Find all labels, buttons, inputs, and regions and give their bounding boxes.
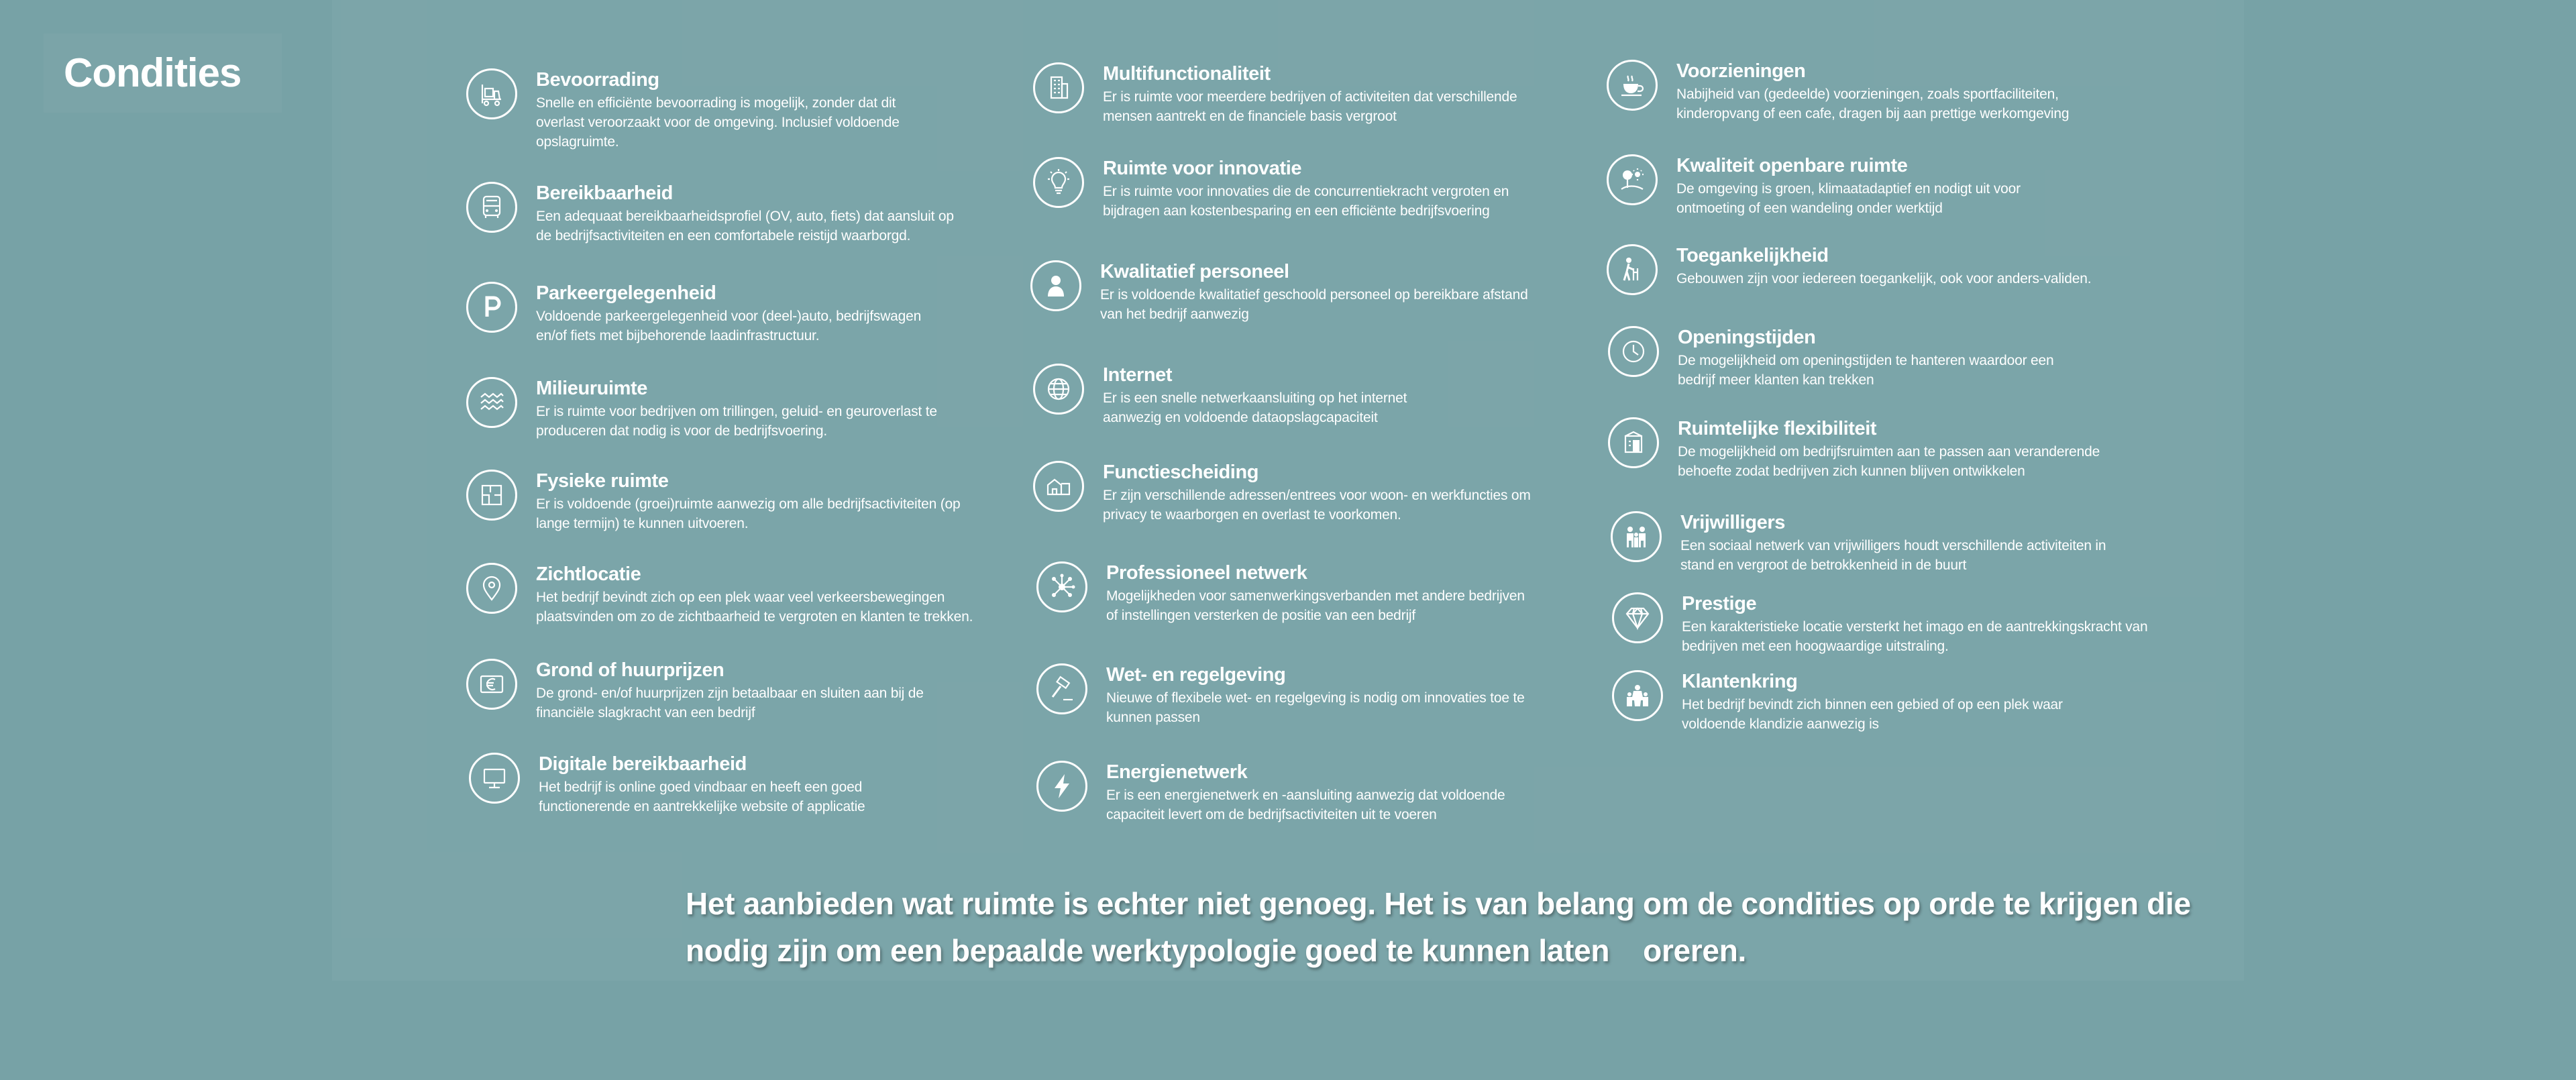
item-desc: Het bedrijf is online goed vindbaar en heeft een goed functionerende en aantrekkelijke website of applicatie [539,779,865,814]
item-title: Ruimte voor innovatie [1103,158,1302,179]
diamond-icon [1612,592,1663,643]
page-title: Condities [64,50,241,95]
item-title: Bereikbaarheid [536,182,673,204]
monitor-icon [469,753,520,804]
item-title: Vrijwilligers [1680,512,1785,533]
forklift-icon [466,68,517,119]
item-desc: Een adequaat bereikbaarheidsprofiel (OV, auto, fiets) dat aansluit op de bedrijfsactiviteiten en een comfortabele reistijd waarborgd. [536,209,954,244]
item-desc: Een karakteristieke locatie versterkt het imago en de aantrekkingskracht van bedrijven met een hoogwaardige uitstraling. [1682,619,2148,654]
person-icon [1030,260,1081,311]
parking-icon [466,282,517,333]
lightbulb-icon [1033,157,1084,208]
item-title: Klantenkring [1682,671,1798,692]
flexible-space-icon [1608,417,1659,468]
item-title: Grond of huurprijzen [536,659,724,681]
item-desc: Er is ruimte voor bedrijven om trillingen, geluid- en geuroverlast te produceren dat nodig is voor de bedrijfsvoering. [536,404,937,439]
item-desc: Er is een snelle netwerkaansluiting op het internet aanwezig en voldoende dataopslagcapaciteit [1103,390,1407,425]
item-desc: Er is voldoende (groei)ruimte aanwezig om alle bedrijfsactiviteiten (op lange termijn) te kunnen uitvoeren. [536,496,961,531]
item-title: Toegankelijkheid [1676,245,1829,266]
group-icon [1612,670,1663,721]
item-desc: De grond- en/of huurprijzen zijn betaalbaar en sluiten aan bij de financiële slagkracht van een bedrijf [536,686,924,720]
item-title: Openingstijden [1678,327,1816,348]
clock-icon [1608,326,1659,377]
coffee-cup-icon [1607,60,1658,111]
item-title: Kwaliteit openbare ruimte [1676,155,1908,176]
euro-icon [466,659,517,710]
item-desc: Gebouwen zijn voor iedereen toegankelijk, ook voor anders-validen. [1676,271,2092,286]
item-title: Functiescheiding [1103,462,1259,483]
item-title: Wet- en regelgeving [1106,664,1286,686]
item-desc: Het bedrijf bevindt zich op een plek waar veel verkeersbewegingen plaatsvinden om zo de zichtbaarheid te vergroten en klanten te trekken. [536,590,973,625]
item-title: Energienetwerk [1106,761,1248,783]
item-title: Digitale bereikbaarheid [539,753,747,775]
item-title: Kwalitatief personeel [1100,261,1289,282]
item-desc: Er is ruimte voor meerdere bedrijven of activiteiten dat verschillende mensen aantrekt en de financiele basis vergroot [1103,89,1517,124]
item-title: Professioneel netwerk [1106,562,1307,584]
elderly-walker-icon [1607,244,1658,295]
item-desc: Voldoende parkeergelegenheid voor (deel-)auto, bedrijfswagen en/of fiets met bijbehorende laadinfrastructuur. [536,309,922,343]
house-office-icon [1033,461,1084,512]
item-desc: Het bedrijf bevindt zich binnen een gebied of op een plek waar voldoende klandizie aanwezig is [1682,697,2063,732]
building-icon [1033,62,1084,113]
item-desc: Nabijheid van (gedeelde) voorzieningen, zoals sportfaciliteiten, kinderopvang of een cafe, dragen bij aan prettige werkomgeving [1676,87,2070,121]
lightning-icon [1036,761,1087,812]
item-desc: Een sociaal netwerk van vrijwilligers houdt verschillende activiteiten in stand en vergroot de betrokkenheid in de buurt [1680,538,2106,573]
family-icon [1611,511,1662,562]
item-desc: Mogelijkheden voor samenwerkingsverbanden met andere bedrijven of instellingen versterken de positie van een bedrijf [1106,588,1525,623]
floor-plan-icon [466,470,517,521]
item-desc: Er zijn verschillende adressen/entrees voor woon- en werkfuncties om privacy te waarborgen en overlast te voorkomen. [1103,488,1531,523]
item-desc: Er is voldoende kwalitatief geschoold personeel op bereikbare afstand van het bedrijf aanwezig [1100,287,1528,322]
item-title: Milieuruimte [536,378,647,399]
item-desc: Nieuwe of flexibele wet- en regelgeving is nodig om innovaties toe te kunnen passen [1106,690,1525,725]
item-title: Internet [1103,364,1173,386]
waves-icon [466,377,517,428]
bus-icon [466,182,517,233]
item-title: Prestige [1682,593,1757,614]
item-title: Bevoorrading [536,69,659,91]
item-title: Ruimtelijke flexibiliteit [1678,418,1877,439]
item-title: Fysieke ruimte [536,470,669,492]
globe-icon [1033,364,1084,415]
item-desc: De mogelijkheid om bedrijfsruimten aan te passen aan veranderende behoefte zodat bedrijven zich kunnen blijven ontwikkelen [1678,444,2100,479]
item-desc: De mogelijkheid om openingstijden te hanteren waardoor een bedrijf meer klanten kan trekken [1678,353,2054,388]
statement-text: Het aanbieden wat ruimte is echter niet genoeg. Het is van belang om de condities op orde te krijgen die nodig zijn om een bepaalde werktypologie goed te kunnen laten oreren. [686,886,2200,968]
item-title: Parkeergelegenheid [536,282,716,304]
tree-sun-icon [1607,154,1658,205]
item-title: Voorzieningen [1676,60,1806,82]
item-desc: Er is ruimte voor innovaties die de concurrentiekracht vergroten en bijdragen aan kostenbesparing en een efficiënte bedrijfsvoering [1103,184,1509,219]
gavel-icon [1036,663,1087,714]
item-desc: Snelle en efficiënte bevoorrading is mogelijk, zonder dat dit overlast veroorzaakt voor de omgeving. Inclusief voldoende opslagruimte. [536,95,900,150]
item-title: Multifunctionaliteit [1103,63,1271,85]
item-desc: Er is een energienetwerk en -aansluiting aanwezig dat voldoende capaciteit levert om de bedrijfsactiviteiten uit te voeren [1106,788,1505,822]
item-desc: De omgeving is groen, klimaatadaptief en nodigt uit voor ontmoeting of een wandeling onder werktijd [1676,181,2021,216]
item-title: Zichtlocatie [536,563,641,585]
location-pin-icon [466,563,517,614]
network-icon [1036,561,1087,612]
